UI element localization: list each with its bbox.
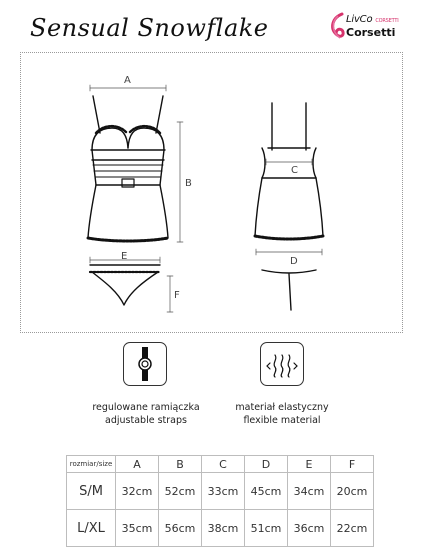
column-header-f: F (331, 456, 374, 473)
dimension-label-c: C (291, 165, 298, 176)
size-table-header (67, 456, 374, 473)
column-header-d: D (245, 456, 288, 473)
adjustable-strap-icon (123, 342, 167, 386)
feature-label-en: adjustable straps (105, 415, 187, 426)
logo-name-part1: LivCo CORSETTI (346, 14, 399, 25)
feature-adjustable-straps (72, 401, 220, 427)
logo-name-part2: Corsetti (346, 26, 396, 39)
dimension-label-a: A (124, 75, 131, 86)
table-row (67, 510, 374, 547)
column-header-e: E (288, 456, 331, 473)
table-cell: 20cm (331, 473, 374, 510)
table-cell: 32cm (116, 473, 159, 510)
table-cell: 56cm (159, 510, 202, 547)
size-table-corner-label: rozmiar/size (67, 456, 116, 473)
dimension-label-f: F (174, 290, 180, 301)
dimension-label-b: B (185, 178, 192, 189)
table-cell: 36cm (288, 510, 331, 547)
feature-label-pl: materiał elastyczny (235, 402, 329, 413)
feature-label-pl: regulowane ramiączka (92, 402, 200, 413)
table-cell: 52cm (159, 473, 202, 510)
table-cell: 45cm (245, 473, 288, 510)
feature-label-en: flexible material (243, 415, 321, 426)
table-cell: 33cm (202, 473, 245, 510)
front-view-thong (90, 265, 160, 305)
dimension-label-d: D (290, 256, 298, 267)
size-table (66, 455, 374, 547)
size-label: S/M (67, 473, 116, 510)
table-cell: 38cm (202, 510, 245, 547)
table-row (67, 473, 374, 510)
dimension-label-e: E (121, 251, 128, 262)
table-cell: 51cm (245, 510, 288, 547)
column-header-b: B (159, 456, 202, 473)
column-header-c: C (202, 456, 245, 473)
front-dimension-lines (90, 85, 183, 242)
back-view-babydoll (255, 103, 323, 310)
table-cell: 34cm (288, 473, 331, 510)
column-header-a: A (116, 456, 159, 473)
product-title: Sensual Snowflake (30, 14, 269, 42)
table-cell: 22cm (331, 510, 374, 547)
front-view-babydoll (88, 96, 168, 241)
back-dimension-lines (256, 159, 322, 255)
elastic-material-icon (260, 342, 304, 386)
table-cell: 35cm (116, 510, 159, 547)
feature-flexible-material (208, 401, 356, 427)
size-label: L/XL (67, 510, 116, 547)
